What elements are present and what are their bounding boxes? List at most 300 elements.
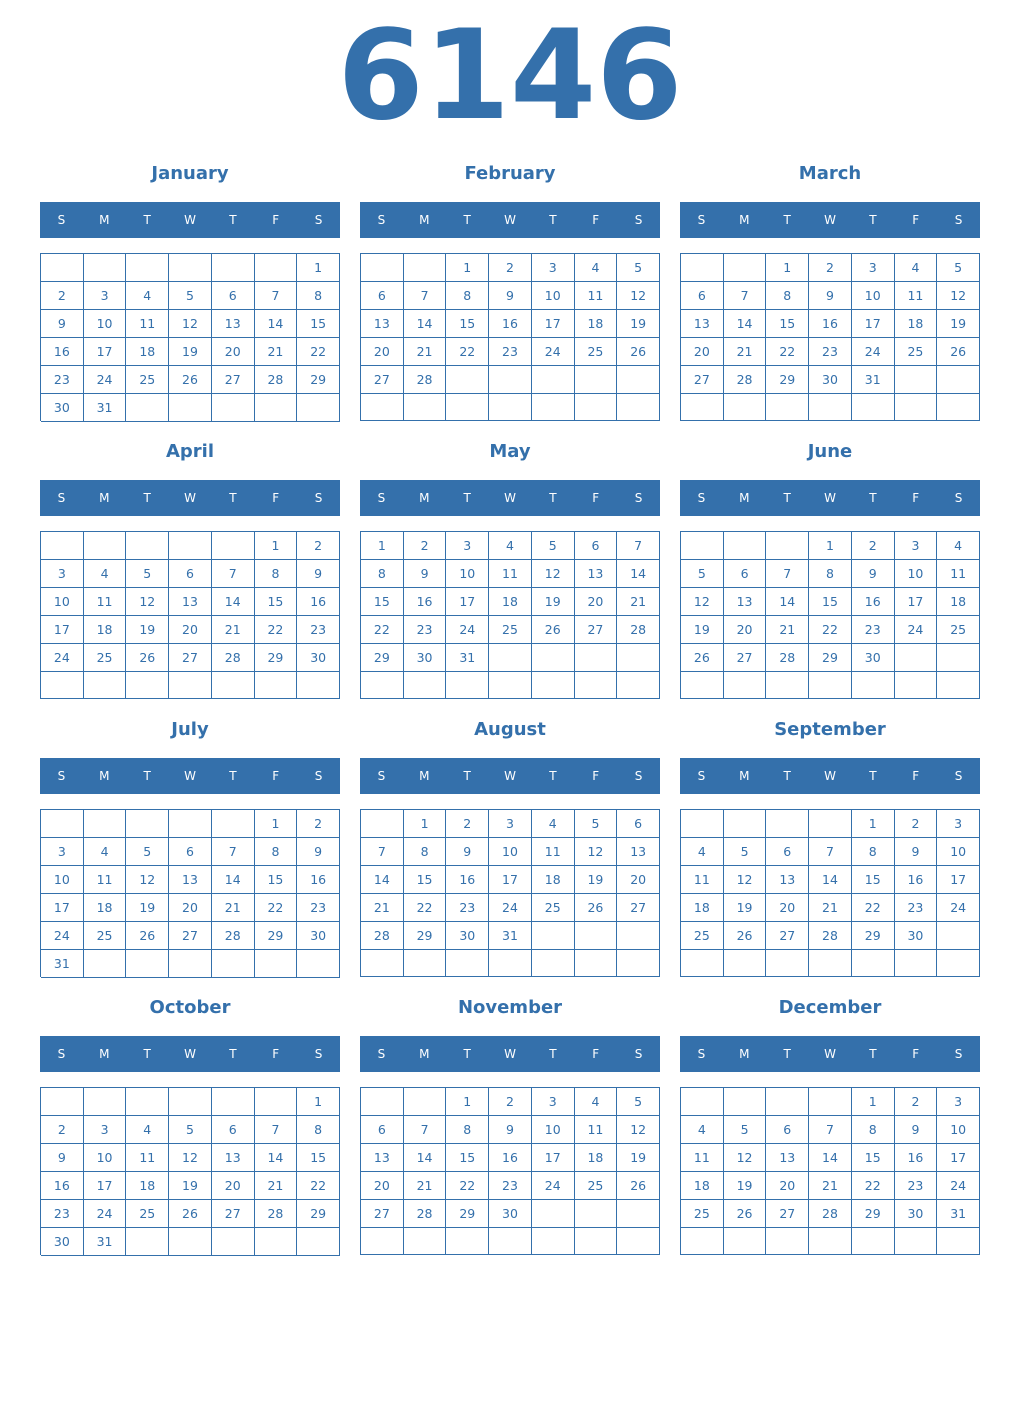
empty-cell [297, 1228, 340, 1256]
day-cell: 28 [212, 644, 255, 672]
empty-cell [895, 950, 938, 977]
day-grid [40, 809, 340, 977]
day-cell: 16 [852, 588, 895, 616]
weekday-label: S [697, 491, 706, 505]
empty-cell [766, 1088, 809, 1116]
empty-cell [212, 532, 255, 560]
day-cell: 20 [361, 338, 404, 366]
day-cell: 6 [169, 560, 212, 588]
day-cell: 17 [489, 866, 532, 894]
day-cell: 27 [575, 616, 618, 644]
day-cell: 20 [766, 894, 809, 922]
empty-cell [169, 810, 212, 838]
empty-cell [446, 394, 489, 421]
day-cell: 7 [766, 560, 809, 588]
day-cell: 21 [809, 1172, 852, 1200]
day-cell: 2 [895, 810, 938, 838]
weekday-label: T [463, 491, 471, 505]
day-cell: 5 [617, 254, 660, 282]
day-cell: 15 [297, 310, 340, 338]
empty-cell [126, 950, 169, 978]
empty-cell [724, 950, 767, 977]
weekday-header [680, 758, 980, 794]
month-name: February [464, 163, 556, 184]
day-cell: 30 [41, 394, 84, 422]
day-cell: 1 [852, 1088, 895, 1116]
day-cell: 7 [255, 282, 298, 310]
empty-cell [681, 254, 724, 282]
day-cell: 4 [84, 838, 127, 866]
day-cell: 11 [681, 866, 724, 894]
empty-cell [489, 1228, 532, 1255]
weekday-label: S [954, 769, 963, 783]
day-cell: 26 [724, 922, 767, 950]
day-cell: 1 [361, 532, 404, 560]
weekday-header [360, 758, 660, 794]
day-cell: 22 [297, 1172, 340, 1200]
day-cell: 19 [169, 338, 212, 366]
day-cell: 17 [895, 588, 938, 616]
empty-cell [126, 254, 169, 282]
weekday-label: M [419, 213, 430, 227]
weekday-label: T [549, 1047, 557, 1061]
empty-cell [489, 366, 532, 394]
day-cell: 9 [41, 310, 84, 338]
empty-cell [126, 1228, 169, 1256]
day-cell: 24 [852, 338, 895, 366]
day-cell: 19 [575, 866, 618, 894]
day-cell: 18 [84, 616, 127, 644]
empty-cell [532, 1228, 575, 1255]
weekday-label: T [783, 1047, 791, 1061]
day-cell: 29 [766, 366, 809, 394]
day-cell: 10 [84, 310, 127, 338]
empty-cell [617, 394, 660, 421]
day-cell: 8 [297, 282, 340, 310]
day-cell: 1 [852, 810, 895, 838]
weekday-label: M [99, 213, 110, 227]
day-cell: 25 [681, 1200, 724, 1228]
day-cell: 3 [84, 282, 127, 310]
day-cell: 1 [404, 810, 447, 838]
day-cell: 14 [724, 310, 767, 338]
empty-cell [212, 672, 255, 699]
empty-cell [766, 394, 809, 421]
day-cell: 2 [852, 532, 895, 560]
day-cell: 16 [489, 1144, 532, 1172]
day-cell: 5 [126, 838, 169, 866]
empty-cell [169, 254, 212, 282]
day-cell: 24 [84, 366, 127, 394]
empty-cell [446, 1228, 489, 1255]
day-cell: 2 [404, 532, 447, 560]
empty-cell [169, 950, 212, 978]
day-cell: 17 [937, 1144, 980, 1172]
empty-cell [852, 672, 895, 699]
month-name: April [165, 441, 215, 462]
empty-cell [532, 1200, 575, 1228]
day-cell: 7 [724, 282, 767, 310]
day-cell: 25 [84, 922, 127, 950]
day-cell: 31 [489, 922, 532, 950]
empty-cell [212, 394, 255, 422]
day-cell: 16 [895, 1144, 938, 1172]
empty-cell [255, 1088, 298, 1116]
day-cell: 19 [169, 1172, 212, 1200]
day-grid [360, 253, 660, 421]
day-cell: 28 [255, 366, 298, 394]
weekday-label: M [419, 769, 430, 783]
empty-cell [404, 950, 447, 977]
day-cell: 20 [212, 1172, 255, 1200]
day-cell: 24 [41, 644, 84, 672]
weekday-label: F [272, 213, 280, 227]
weekday-label: W [184, 1047, 196, 1061]
day-cell: 11 [575, 282, 618, 310]
weekday-label: S [314, 491, 323, 505]
empty-cell [766, 672, 809, 699]
month-name: June [807, 441, 853, 462]
day-cell: 3 [895, 532, 938, 560]
day-cell: 27 [617, 894, 660, 922]
empty-cell [937, 672, 980, 699]
empty-cell [255, 950, 298, 978]
day-grid [360, 809, 660, 977]
day-cell: 16 [41, 1172, 84, 1200]
day-cell: 20 [361, 1172, 404, 1200]
month-name: October [149, 997, 231, 1018]
empty-cell [617, 1228, 660, 1255]
weekday-header [680, 480, 980, 516]
weekday-label: W [504, 769, 516, 783]
day-cell: 29 [297, 366, 340, 394]
day-cell: 12 [169, 1144, 212, 1172]
day-cell: 14 [404, 310, 447, 338]
month-name: December [778, 997, 882, 1018]
day-cell: 27 [361, 1200, 404, 1228]
empty-cell [255, 1228, 298, 1256]
empty-cell [809, 950, 852, 977]
day-cell: 9 [297, 560, 340, 588]
weekday-label: M [739, 491, 750, 505]
weekday-label: S [57, 1047, 66, 1061]
empty-cell [895, 672, 938, 699]
empty-cell [937, 644, 980, 672]
day-cell: 26 [532, 616, 575, 644]
day-cell: 4 [489, 532, 532, 560]
day-cell: 5 [126, 560, 169, 588]
day-cell: 15 [446, 310, 489, 338]
day-cell: 27 [212, 366, 255, 394]
day-cell: 28 [212, 922, 255, 950]
weekday-label: S [57, 769, 66, 783]
day-cell: 15 [361, 588, 404, 616]
weekday-label: T [869, 213, 877, 227]
weekday-label: F [592, 491, 600, 505]
empty-cell [575, 672, 618, 699]
day-cell: 22 [446, 338, 489, 366]
day-cell: 29 [852, 1200, 895, 1228]
day-cell: 5 [169, 282, 212, 310]
day-cell: 11 [126, 1144, 169, 1172]
empty-cell [126, 810, 169, 838]
day-cell: 19 [532, 588, 575, 616]
day-cell: 16 [895, 866, 938, 894]
day-cell: 13 [169, 866, 212, 894]
day-cell: 29 [255, 922, 298, 950]
day-cell: 10 [852, 282, 895, 310]
weekday-header [360, 480, 660, 516]
empty-cell [212, 1088, 255, 1116]
day-cell: 13 [361, 310, 404, 338]
empty-cell [212, 1228, 255, 1256]
weekday-label: F [912, 1047, 920, 1061]
day-cell: 20 [766, 1172, 809, 1200]
day-cell: 28 [361, 922, 404, 950]
day-cell: 16 [297, 866, 340, 894]
weekday-label: T [229, 213, 237, 227]
day-cell: 12 [126, 588, 169, 616]
day-cell: 1 [297, 254, 340, 282]
day-cell: 6 [361, 1116, 404, 1144]
day-cell: 25 [681, 922, 724, 950]
day-cell: 21 [255, 338, 298, 366]
day-cell: 26 [681, 644, 724, 672]
day-cell: 18 [937, 588, 980, 616]
empty-cell [681, 532, 724, 560]
day-cell: 18 [681, 1172, 724, 1200]
weekday-header [360, 1036, 660, 1072]
day-cell: 17 [446, 588, 489, 616]
day-cell: 26 [617, 338, 660, 366]
day-cell: 14 [809, 1144, 852, 1172]
month-name: July [171, 719, 209, 740]
empty-cell [404, 1228, 447, 1255]
weekday-header [40, 758, 340, 794]
day-cell: 9 [41, 1144, 84, 1172]
day-cell: 15 [446, 1144, 489, 1172]
weekday-label: W [824, 213, 836, 227]
empty-cell [255, 254, 298, 282]
day-cell: 2 [446, 810, 489, 838]
day-cell: 10 [41, 588, 84, 616]
day-cell: 30 [895, 1200, 938, 1228]
empty-cell [41, 1088, 84, 1116]
day-cell: 28 [809, 922, 852, 950]
empty-cell [617, 672, 660, 699]
day-cell: 27 [361, 366, 404, 394]
weekday-label: M [739, 1047, 750, 1061]
day-cell: 11 [126, 310, 169, 338]
empty-cell [41, 672, 84, 699]
empty-cell [446, 366, 489, 394]
empty-cell [809, 672, 852, 699]
empty-cell [895, 366, 938, 394]
day-cell: 4 [126, 282, 169, 310]
day-cell: 8 [446, 1116, 489, 1144]
day-cell: 9 [297, 838, 340, 866]
day-cell: 21 [361, 894, 404, 922]
day-cell: 7 [404, 1116, 447, 1144]
day-cell: 27 [169, 922, 212, 950]
empty-cell [84, 950, 127, 978]
day-cell: 9 [895, 1116, 938, 1144]
day-cell: 8 [766, 282, 809, 310]
day-cell: 1 [446, 1088, 489, 1116]
day-cell: 15 [404, 866, 447, 894]
weekday-label: S [377, 213, 386, 227]
day-cell: 21 [766, 616, 809, 644]
month-name: March [798, 163, 862, 184]
day-cell: 24 [937, 894, 980, 922]
day-cell: 9 [895, 838, 938, 866]
weekday-label: S [954, 213, 963, 227]
weekday-label: S [954, 1047, 963, 1061]
empty-cell [297, 394, 340, 422]
day-cell: 26 [724, 1200, 767, 1228]
empty-cell [895, 1228, 938, 1255]
empty-cell [809, 1088, 852, 1116]
day-grid [40, 531, 340, 699]
weekday-label: M [739, 213, 750, 227]
day-cell: 13 [575, 560, 618, 588]
weekday-label: T [783, 213, 791, 227]
empty-cell [532, 922, 575, 950]
day-cell: 5 [724, 1116, 767, 1144]
day-cell: 18 [84, 894, 127, 922]
empty-cell [532, 950, 575, 977]
day-cell: 5 [617, 1088, 660, 1116]
day-cell: 22 [446, 1172, 489, 1200]
day-cell: 27 [766, 1200, 809, 1228]
day-cell: 26 [126, 644, 169, 672]
day-cell: 3 [84, 1116, 127, 1144]
day-cell: 20 [575, 588, 618, 616]
day-cell: 15 [852, 1144, 895, 1172]
day-cell: 17 [84, 338, 127, 366]
weekday-header [40, 1036, 340, 1072]
day-cell: 21 [212, 894, 255, 922]
day-cell: 19 [617, 310, 660, 338]
empty-cell [681, 1088, 724, 1116]
empty-cell [895, 644, 938, 672]
weekday-label: T [229, 491, 237, 505]
day-cell: 18 [532, 866, 575, 894]
day-cell: 2 [895, 1088, 938, 1116]
day-cell: 12 [724, 866, 767, 894]
day-cell: 23 [852, 616, 895, 644]
empty-cell [617, 950, 660, 977]
empty-cell [489, 672, 532, 699]
day-cell: 24 [532, 338, 575, 366]
empty-cell [937, 1228, 980, 1255]
day-cell: 17 [532, 310, 575, 338]
day-cell: 21 [617, 588, 660, 616]
empty-cell [937, 950, 980, 977]
day-cell: 3 [489, 810, 532, 838]
day-cell: 1 [297, 1088, 340, 1116]
day-cell: 24 [895, 616, 938, 644]
empty-cell [255, 394, 298, 422]
day-cell: 23 [895, 1172, 938, 1200]
empty-cell [681, 1228, 724, 1255]
empty-cell [766, 532, 809, 560]
day-cell: 21 [212, 616, 255, 644]
weekday-label: T [463, 769, 471, 783]
empty-cell [212, 950, 255, 978]
empty-cell [169, 1088, 212, 1116]
day-cell: 16 [404, 588, 447, 616]
empty-cell [681, 950, 724, 977]
day-cell: 3 [937, 810, 980, 838]
day-cell: 14 [212, 866, 255, 894]
day-cell: 1 [446, 254, 489, 282]
day-cell: 29 [809, 644, 852, 672]
day-cell: 16 [41, 338, 84, 366]
day-cell: 4 [681, 838, 724, 866]
empty-cell [575, 1200, 618, 1228]
day-cell: 4 [575, 1088, 618, 1116]
day-cell: 27 [169, 644, 212, 672]
day-cell: 10 [937, 1116, 980, 1144]
day-cell: 20 [681, 338, 724, 366]
day-cell: 5 [724, 838, 767, 866]
weekday-label: M [739, 769, 750, 783]
day-cell: 17 [852, 310, 895, 338]
day-cell: 26 [575, 894, 618, 922]
empty-cell [169, 394, 212, 422]
day-cell: 13 [724, 588, 767, 616]
weekday-label: W [184, 213, 196, 227]
day-cell: 6 [361, 282, 404, 310]
day-cell: 28 [404, 1200, 447, 1228]
day-cell: 20 [212, 338, 255, 366]
day-cell: 23 [895, 894, 938, 922]
day-cell: 28 [404, 366, 447, 394]
empty-cell [809, 810, 852, 838]
empty-cell [724, 672, 767, 699]
day-cell: 2 [41, 282, 84, 310]
empty-cell [724, 254, 767, 282]
weekday-label: S [634, 491, 643, 505]
empty-cell [681, 810, 724, 838]
day-cell: 11 [532, 838, 575, 866]
day-cell: 31 [937, 1200, 980, 1228]
empty-cell [361, 394, 404, 421]
day-cell: 5 [532, 532, 575, 560]
day-cell: 4 [895, 254, 938, 282]
day-cell: 3 [532, 254, 575, 282]
day-cell: 29 [852, 922, 895, 950]
empty-cell [532, 672, 575, 699]
weekday-label: T [463, 1047, 471, 1061]
day-cell: 27 [724, 644, 767, 672]
day-cell: 10 [41, 866, 84, 894]
empty-cell [937, 394, 980, 421]
day-cell: 12 [169, 310, 212, 338]
day-cell: 1 [255, 532, 298, 560]
empty-cell [809, 1228, 852, 1255]
day-cell: 21 [404, 1172, 447, 1200]
day-cell: 28 [617, 616, 660, 644]
day-cell: 30 [895, 922, 938, 950]
empty-cell [617, 366, 660, 394]
day-cell: 4 [84, 560, 127, 588]
day-cell: 3 [446, 532, 489, 560]
day-cell: 23 [446, 894, 489, 922]
empty-cell [212, 254, 255, 282]
weekday-label: T [143, 491, 151, 505]
